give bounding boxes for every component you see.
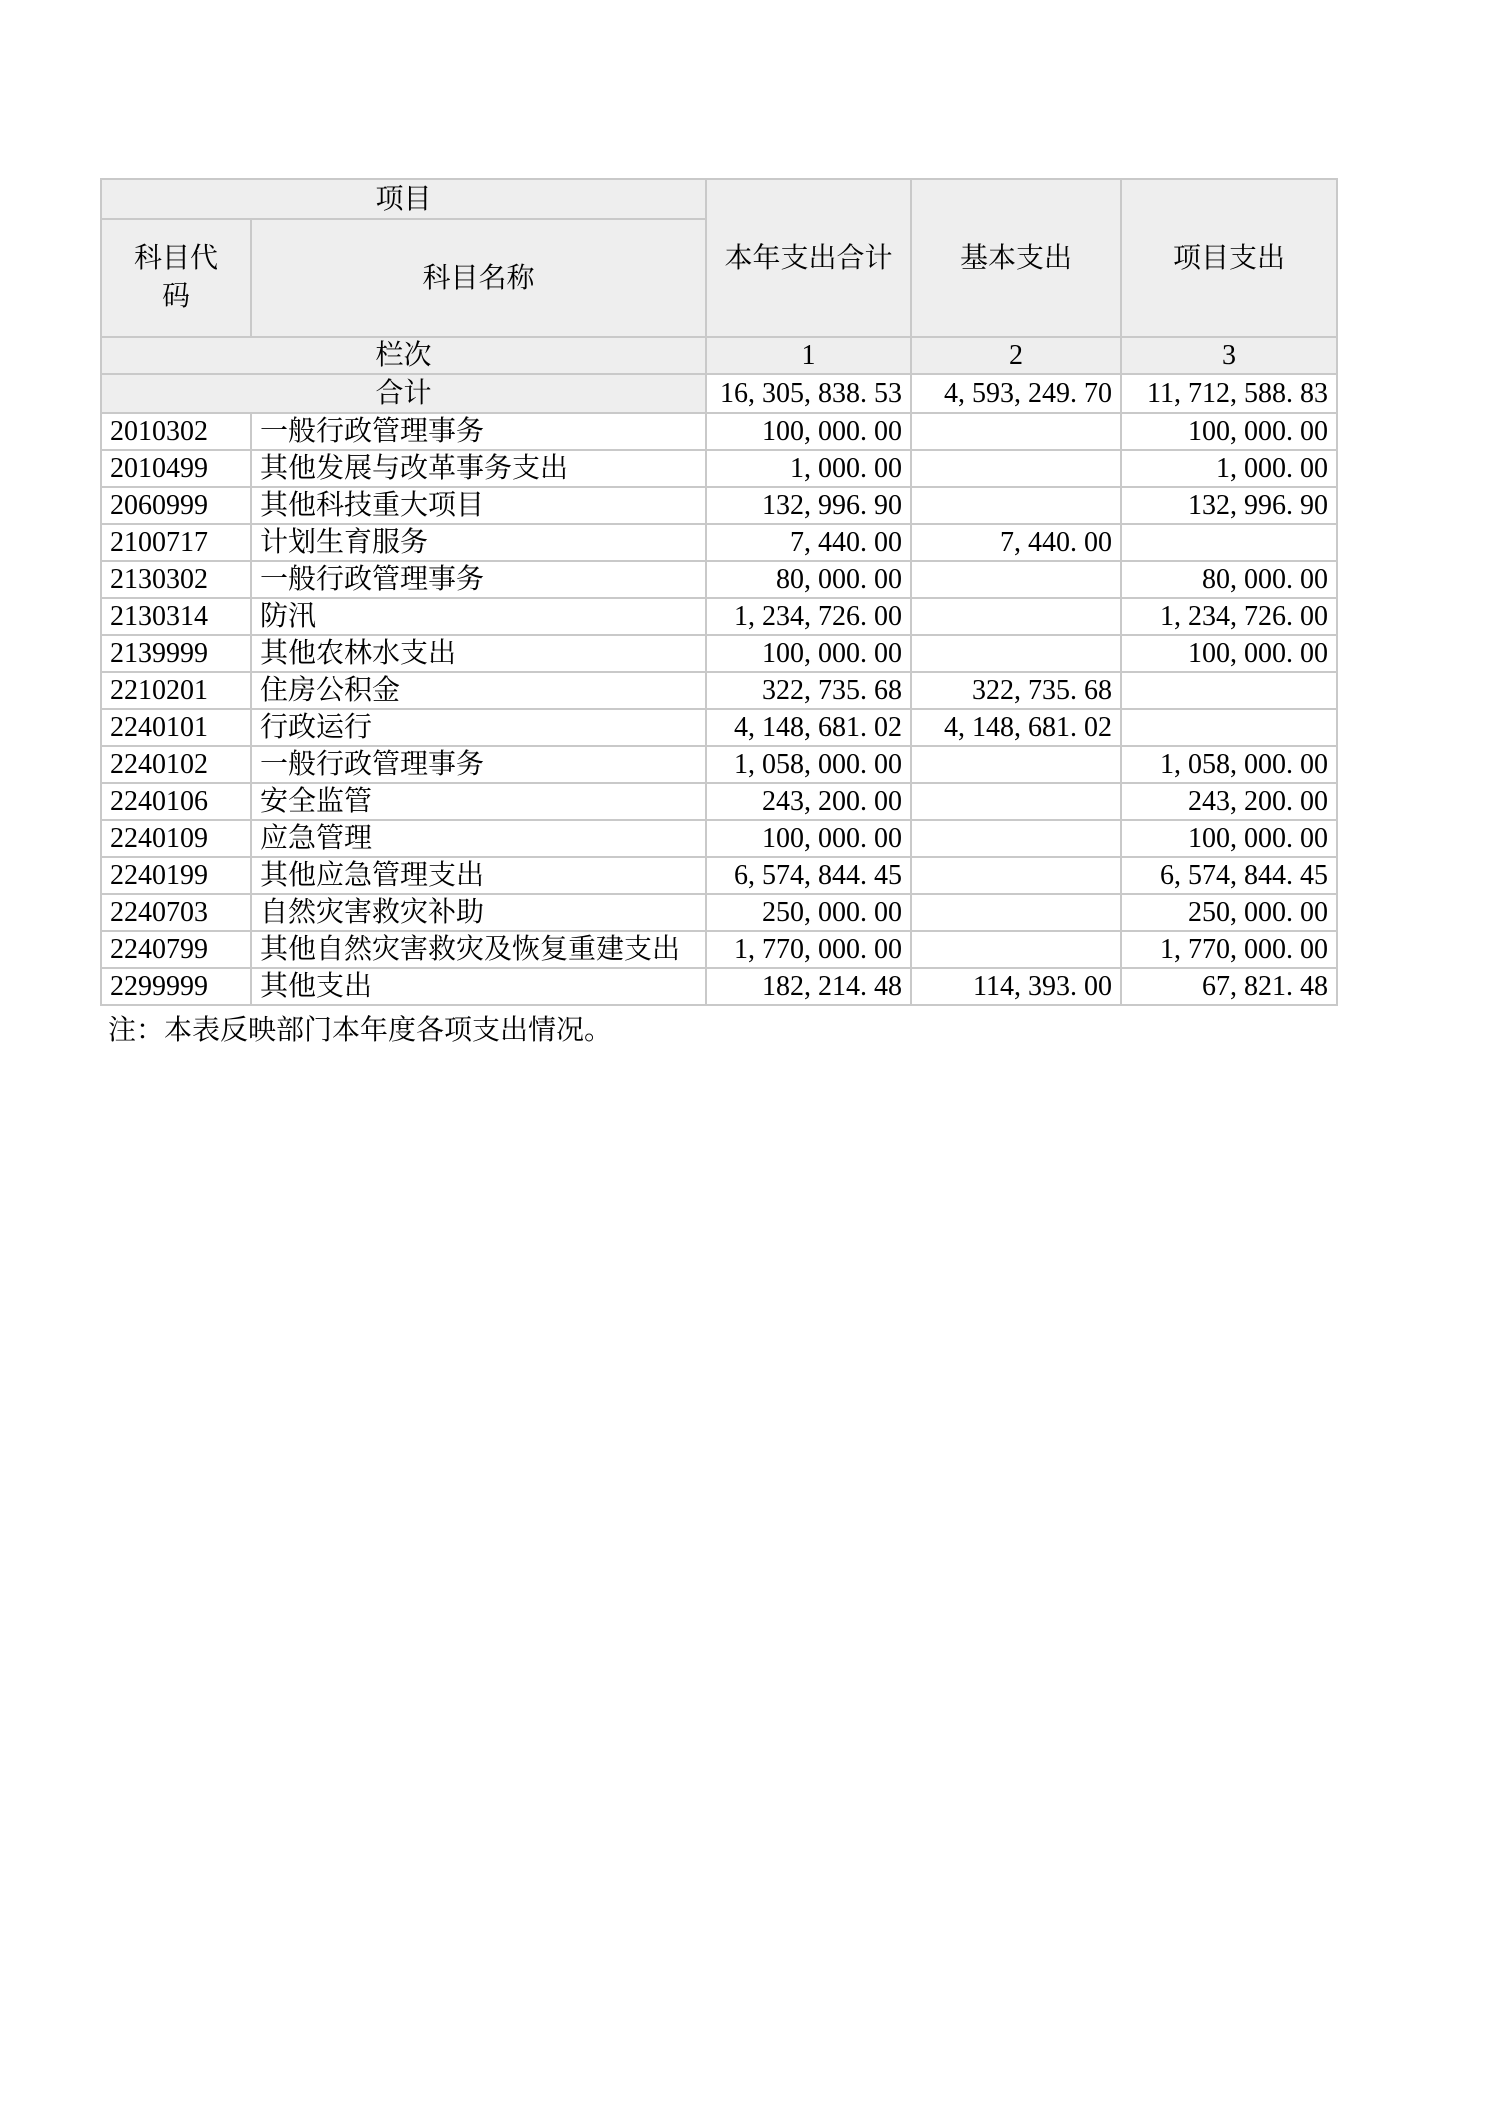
current-year-cell: 4, 148, 681. 02 [706,709,911,746]
basic-expenditure-cell [911,450,1121,487]
project-expenditure-cell: 100, 000. 00 [1121,635,1337,672]
table-row [101,931,1337,968]
project-expenditure-cell [1121,524,1337,561]
project-expenditure-cell: 250, 000. 00 [1121,894,1337,931]
subject-name-cell: 其他农林水支出 [251,635,706,672]
table-row [101,783,1337,820]
current-year-cell: 7, 440. 00 [706,524,911,561]
total-row [101,374,1337,413]
subject-code-cell: 2130314 [101,598,251,635]
current-year-cell: 100, 000. 00 [706,635,911,672]
subject-name-cell: 一般行政管理事务 [251,561,706,598]
column-header-subject-name: 科目名称 [251,219,706,337]
table-row [101,487,1337,524]
project-expenditure-cell: 1, 058, 000. 00 [1121,746,1337,783]
basic-expenditure-cell [911,487,1121,524]
subject-name-cell: 防汛 [251,598,706,635]
table-row [101,709,1337,746]
basic-expenditure-cell [911,635,1121,672]
subject-code-cell: 2240106 [101,783,251,820]
subject-code-cell: 2240109 [101,820,251,857]
basic-expenditure-cell [911,746,1121,783]
project-expenditure-cell [1121,709,1337,746]
current-year-cell: 243, 200. 00 [706,783,911,820]
project-expenditure-cell [1121,672,1337,709]
current-year-cell: 1, 234, 726. 00 [706,598,911,635]
basic-expenditure-cell: 322, 735. 68 [911,672,1121,709]
subject-name-cell: 计划生育服务 [251,524,706,561]
current-year-cell: 1, 000. 00 [706,450,911,487]
index-col-1: 1 [706,337,911,374]
subject-name-cell: 住房公积金 [251,672,706,709]
basic-expenditure-cell: 4, 148, 681. 02 [911,709,1121,746]
subject-code-cell: 2240703 [101,894,251,931]
subject-code-cell: 2130302 [101,561,251,598]
basic-expenditure-cell [911,561,1121,598]
subject-name-cell: 一般行政管理事务 [251,746,706,783]
total-current-year: 16, 305, 838. 53 [706,374,911,413]
current-year-cell: 80, 000. 00 [706,561,911,598]
basic-expenditure-cell [911,413,1121,450]
table-row [101,746,1337,783]
current-year-cell: 100, 000. 00 [706,820,911,857]
index-col-3: 3 [1121,337,1337,374]
expenditure-table [100,178,1338,1006]
current-year-cell: 322, 735. 68 [706,672,911,709]
project-expenditure-cell: 67, 821. 48 [1121,968,1337,1005]
subject-code-cell: 2060999 [101,487,251,524]
current-year-cell: 250, 000. 00 [706,894,911,931]
subject-code-cell: 2100717 [101,524,251,561]
subject-code-cell: 2210201 [101,672,251,709]
column-header-basic-expenditure: 基本支出 [911,179,1121,337]
current-year-cell: 1, 058, 000. 00 [706,746,911,783]
subject-name-cell: 一般行政管理事务 [251,413,706,450]
table-row [101,524,1337,561]
subject-code-cell: 2240101 [101,709,251,746]
table-row [101,450,1337,487]
table-row [101,413,1337,450]
project-expenditure-cell: 1, 770, 000. 00 [1121,931,1337,968]
project-expenditure-cell: 100, 000. 00 [1121,820,1337,857]
column-header-current-year-total: 本年支出合计 [706,179,911,337]
basic-expenditure-cell [911,820,1121,857]
header-group-project: 项目 [101,179,706,219]
subject-name-cell: 其他应急管理支出 [251,857,706,894]
subject-name-cell: 其他科技重大项目 [251,487,706,524]
subject-name-cell: 其他自然灾害救灾及恢复重建支出 [251,931,706,968]
table-row [101,968,1337,1005]
table-row [101,857,1337,894]
basic-expenditure-cell [911,598,1121,635]
subject-name-cell: 其他发展与改革事务支出 [251,450,706,487]
project-expenditure-cell: 6, 574, 844. 45 [1121,857,1337,894]
basic-expenditure-cell: 114, 393. 00 [911,968,1121,1005]
subject-code-cell: 2139999 [101,635,251,672]
table-row [101,598,1337,635]
subject-code-cell: 2240799 [101,931,251,968]
subject-code-cell: 2299999 [101,968,251,1005]
project-expenditure-cell: 243, 200. 00 [1121,783,1337,820]
current-year-cell: 100, 000. 00 [706,413,911,450]
index-col-2: 2 [911,337,1121,374]
project-expenditure-cell: 80, 000. 00 [1121,561,1337,598]
current-year-cell: 132, 996. 90 [706,487,911,524]
basic-expenditure-cell: 7, 440. 00 [911,524,1121,561]
index-row-label: 栏次 [101,337,706,374]
subject-name-cell: 安全监管 [251,783,706,820]
table-row [101,635,1337,672]
subject-name-cell: 自然灾害救灾补助 [251,894,706,931]
project-expenditure-cell: 1, 000. 00 [1121,450,1337,487]
table-row [101,820,1337,857]
project-expenditure-cell: 132, 996. 90 [1121,487,1337,524]
subject-code-cell: 2240102 [101,746,251,783]
subject-code-cell: 2240199 [101,857,251,894]
table-row [101,561,1337,598]
basic-expenditure-cell [911,894,1121,931]
total-row-label: 合计 [101,374,706,413]
current-year-cell: 182, 214. 48 [706,968,911,1005]
project-expenditure-cell: 100, 000. 00 [1121,413,1337,450]
total-basic: 4, 593, 249. 70 [911,374,1121,413]
current-year-cell: 6, 574, 844. 45 [706,857,911,894]
current-year-cell: 1, 770, 000. 00 [706,931,911,968]
table-row [101,672,1337,709]
subject-name-cell: 其他支出 [251,968,706,1005]
basic-expenditure-cell [911,931,1121,968]
subject-name-cell: 应急管理 [251,820,706,857]
table-row [101,894,1337,931]
footnote: 注：本表反映部门本年度各项支出情况。 [108,1015,613,1046]
total-project: 11, 712, 588. 83 [1121,374,1337,413]
table-body [101,374,1337,1005]
column-header-subject-code: 科目代码 [101,219,251,337]
basic-expenditure-cell [911,783,1121,820]
column-header-project-expenditure: 项目支出 [1121,179,1337,337]
subject-name-cell: 行政运行 [251,709,706,746]
subject-code-cell: 2010499 [101,450,251,487]
subject-code-cell: 2010302 [101,413,251,450]
project-expenditure-cell: 1, 234, 726. 00 [1121,598,1337,635]
basic-expenditure-cell [911,857,1121,894]
